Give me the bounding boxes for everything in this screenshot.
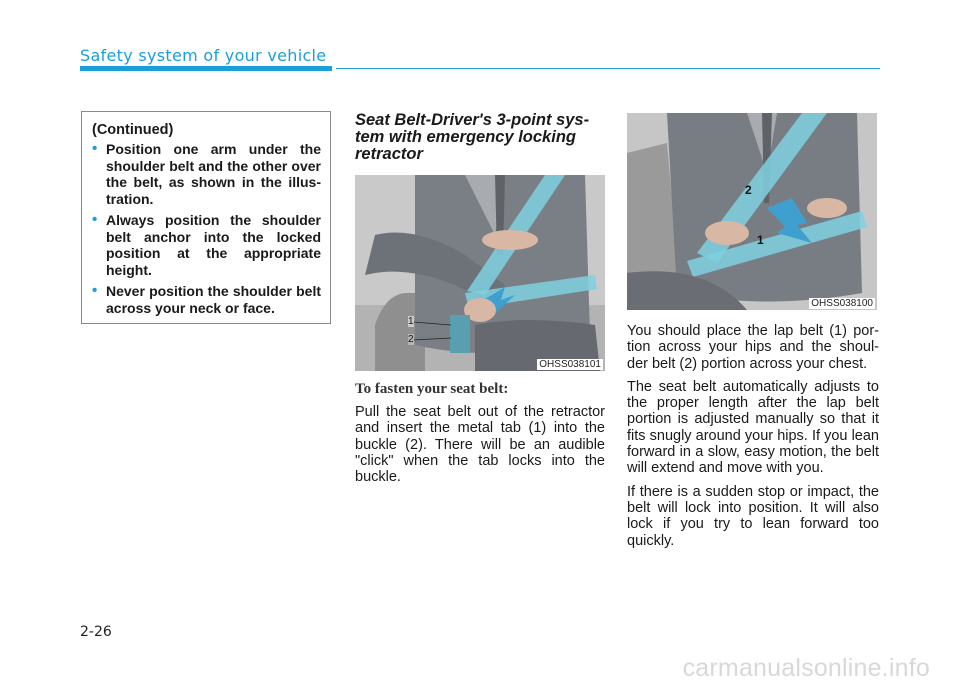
- warning-item: • Always position the shoulder belt anchor into the locked position at the appropriate height.: [92, 211, 321, 278]
- paragraph: If there is a sudden stop or impact, the belt will lock into position. It will also lock if you try to lean forward too quickly.: [627, 483, 879, 549]
- warning-item: • Position one arm under the shoulder belt and the other over the belt, as shown in the illus- tration.: [92, 140, 321, 207]
- seatbelt-illustration-2: [627, 113, 877, 310]
- fasten-text: Pull the seat belt out of the retractor and insert the metal tab (1) into the buckle (2). There will be an audible "click" when the tab locks into the buckle.: [355, 404, 605, 486]
- figure2-code: OHSS038100: [811, 298, 873, 309]
- figure-fasten-belt: [355, 175, 605, 371]
- figure2-label-1: 1: [757, 233, 764, 247]
- watermark: carmanualsonline.info: [682, 654, 930, 682]
- bullet-icon: •: [92, 282, 98, 299]
- fasten-heading: To fasten your seat belt:: [355, 381, 509, 397]
- bullet-icon: •: [92, 211, 98, 228]
- header-bar-thick: [80, 66, 332, 71]
- header-bar-thin: [336, 68, 880, 69]
- paragraph: The seat belt automatically adjusts to the proper length after the lap belt portion is adjusted manually so that it fits snugly around your hips. If you lean forward in a slow, easy motion, the belt will extend and move with you.: [627, 378, 879, 477]
- section-title: Seat Belt-Driver's 3-point sys- tem with emergency locking retractor: [355, 111, 590, 163]
- right-column-text: [627, 323, 879, 556]
- figure-adjust-belt: [627, 113, 877, 310]
- figure1-label-1: 1: [408, 316, 414, 327]
- bullet-icon: •: [92, 140, 98, 157]
- figure1-label-2: 2: [408, 334, 414, 345]
- figure1-code: OHSS038101: [539, 359, 601, 370]
- warning-list: [92, 141, 321, 316]
- paragraph: You should place the lap belt (1) por- tion across your hips and the shoul- der belt (2) portion across your chest.: [627, 323, 879, 372]
- seatbelt-illustration-1: [355, 175, 605, 371]
- warning-continued: (Continued): [92, 122, 174, 138]
- warning-item: • Never position the shoulder belt across your neck or face.: [92, 282, 321, 316]
- figure2-label-2: 2: [745, 183, 752, 197]
- section-header: Safety system of your vehicle: [80, 46, 327, 65]
- warning-box: [81, 111, 331, 324]
- page-number: 2-26: [80, 624, 112, 640]
